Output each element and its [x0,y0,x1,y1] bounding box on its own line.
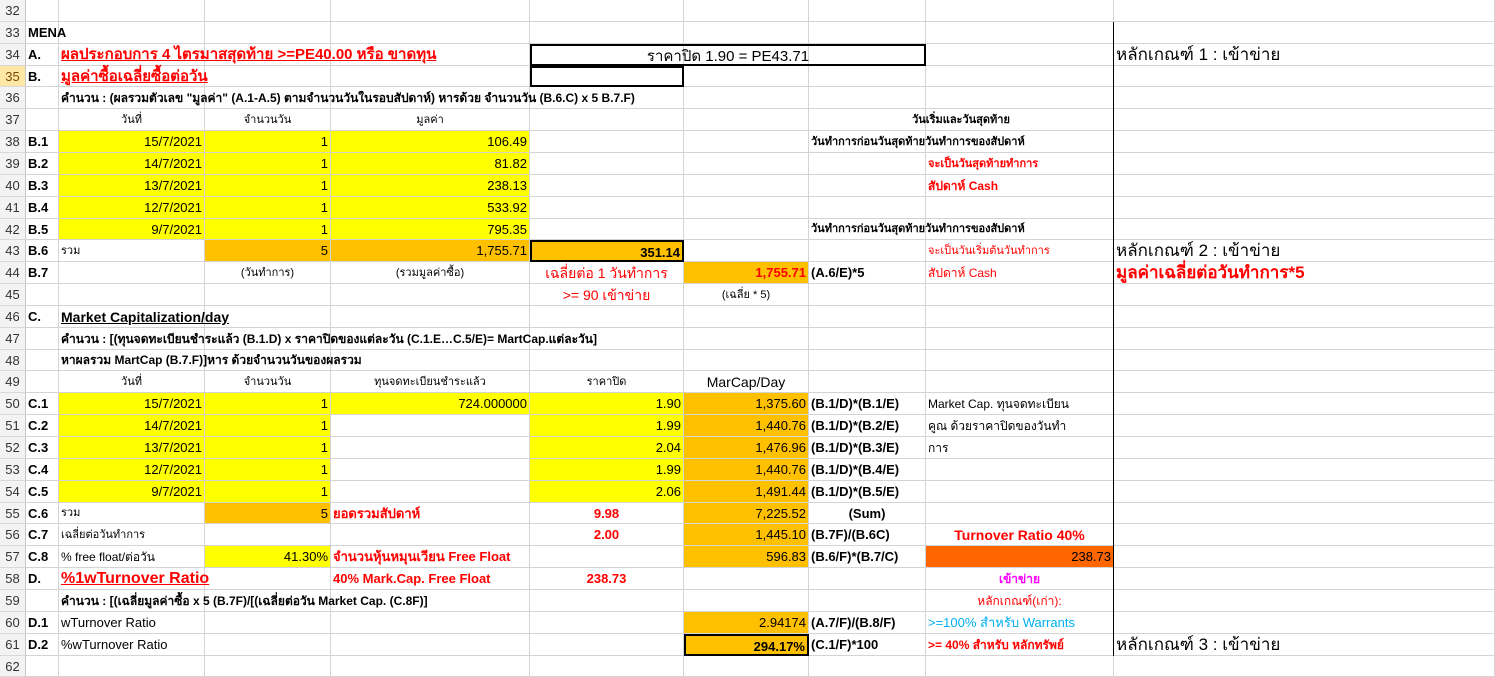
b-date[interactable]: 13/7/2021 [59,175,205,197]
b-note4[interactable]: วันทำการก่อนวันสุดท้ายวันทำการของสัปดาห์ [809,219,1114,240]
grid-cell[interactable] [59,284,205,306]
section-c-label[interactable]: C. [26,306,59,328]
grid-cell[interactable] [530,219,684,240]
grid-cell[interactable] [1114,197,1495,219]
grid-cell[interactable] [331,612,530,634]
row-header-56[interactable]: 56 [0,524,26,546]
grid-cell[interactable] [26,87,59,109]
grid-cell[interactable] [1114,87,1495,109]
c-date[interactable]: 9/7/2021 [59,481,205,503]
row-header-33[interactable]: 33 [0,22,26,44]
c-marcap[interactable]: 1,375.60 [684,393,809,415]
c-date[interactable]: 15/7/2021 [59,393,205,415]
grid-cell[interactable] [331,634,530,656]
grid-cell[interactable] [1114,503,1495,524]
d-old-criteria[interactable]: หลักเกณฑ์(เก่า): [926,590,1114,612]
grid-cell[interactable] [684,219,809,240]
d1-note[interactable]: >=100% สำหรับ Warrants [926,612,1114,634]
c-days[interactable]: 1 [205,459,331,481]
grid-cell[interactable] [926,503,1114,524]
grid-cell[interactable] [809,568,926,590]
d1-value[interactable]: 2.94174 [684,612,809,634]
header-start-end[interactable]: วันเริ่มและวันสุดท้าย [809,109,1114,131]
grid-cell[interactable] [530,175,684,197]
grid-cell[interactable] [530,0,684,22]
criterion-3[interactable]: หลักเกณฑ์ 3 : เข้าข่าย [1114,634,1495,656]
row-header-46[interactable]: 46 [0,306,26,328]
grid-cell[interactable] [926,371,1114,393]
row-header-37[interactable]: 37 [0,109,26,131]
criterion-2[interactable]: หลักเกณฑ์ 2 : เข้าข่าย [1114,240,1495,262]
c-formula[interactable]: (B.1/D)*(B.4/E) [809,459,926,481]
b6-days[interactable]: 5 [205,240,331,262]
b-threshold[interactable]: >= 90 เข้าข่าย [530,284,684,306]
b7-formula[interactable]: (A.6/E)*5 [809,262,926,284]
grid-cell[interactable] [1114,306,1495,328]
section-b-calc[interactable]: คำนวน : (ผลรวมตัวเลข "มูลค่า" (A.1-A.5) ตามจำนวนวันในรอบสัปดาห์) หารด้วย จำนวนวัน (B.6.C) x 5 B.7.F) [59,87,809,109]
header-marcap[interactable]: MarCap/Day [684,371,809,393]
row-header-55[interactable]: 55 [0,503,26,524]
grid-cell[interactable] [809,350,926,371]
row-header-47[interactable]: 47 [0,328,26,350]
grid-cell[interactable] [1114,612,1495,634]
grid-cell[interactable] [26,284,59,306]
b7-avg-label[interactable]: เฉลี่ยต่อ 1 วันทำการ [530,262,684,284]
b-days[interactable]: 1 [205,197,331,219]
b6-value[interactable]: 1,755.71 [331,240,530,262]
grid-cell[interactable] [1114,131,1495,153]
section-c-calc2[interactable]: หาผลรวม MartCap (B.7.F)]หาร ด้วยจำนวนวันของผลรวม [59,350,809,371]
grid-cell[interactable] [1114,590,1495,612]
b-days[interactable]: 1 [205,131,331,153]
grid-cell[interactable] [530,22,684,44]
row-header-41[interactable]: 41 [0,197,26,219]
grid-cell[interactable] [684,175,809,197]
row-header-60[interactable]: 60 [0,612,26,634]
c-close[interactable]: 2.04 [530,437,684,459]
row-header-32[interactable]: 32 [0,0,26,22]
c7-close[interactable]: 2.00 [530,524,684,546]
b7-value[interactable]: 1,755.71 [684,262,809,284]
c-close[interactable]: 1.99 [530,415,684,437]
grid-cell[interactable] [809,0,926,22]
grid-cell[interactable] [26,590,59,612]
row-id[interactable]: C.1 [26,393,59,415]
grid-cell[interactable] [1114,153,1495,175]
row-id[interactable]: B.3 [26,175,59,197]
grid-cell[interactable] [26,109,59,131]
row-id[interactable]: D.1 [26,612,59,634]
c-marcap[interactable]: 1,491.44 [684,481,809,503]
row-id[interactable]: B.6 [26,240,59,262]
c6-label[interactable]: รวม [59,503,205,524]
row-header-52[interactable]: 52 [0,437,26,459]
grid-cell[interactable] [926,306,1114,328]
row-header-59[interactable]: 59 [0,590,26,612]
section-d-title[interactable]: %1wTurnover Ratio [59,568,331,590]
d2-formula[interactable]: (C.1/F)*100 [809,634,926,656]
row-id[interactable]: C.7 [26,524,59,546]
grid-cell[interactable] [809,22,926,44]
grid-cell[interactable] [809,197,926,219]
b-note3[interactable]: สัปดาห์ Cash [926,175,1114,197]
b-value[interactable]: 81.82 [331,153,530,175]
c-close[interactable]: 2.06 [530,481,684,503]
c-note[interactable] [926,481,1114,503]
header-capital[interactable]: ทุนจดทะเบียนชำระแล้ว [331,371,530,393]
b-note6[interactable]: สัปดาห์ Cash [926,262,1114,284]
section-c-title[interactable]: Market Capitalization/day [59,306,530,328]
grid-cell[interactable] [1114,0,1495,22]
c-marcap[interactable]: 1,440.76 [684,415,809,437]
c-days[interactable]: 1 [205,393,331,415]
grid-cell[interactable] [1114,219,1495,240]
row-header-42[interactable]: 42 [0,219,26,240]
grid-cell[interactable] [1114,524,1495,546]
row-header-43[interactable]: 43 [0,240,26,262]
grid-cell[interactable] [530,306,684,328]
b6-avg[interactable]: 351.14 [530,240,684,262]
grid-cell[interactable] [926,66,1114,87]
row-header-40[interactable]: 40 [0,175,26,197]
header-date[interactable]: วันที่ [59,109,205,131]
grid-cell[interactable] [809,371,926,393]
row-id[interactable]: B.2 [26,153,59,175]
grid-cell[interactable] [1114,109,1495,131]
c-formula[interactable]: (B.1/D)*(B.1/E) [809,393,926,415]
section-c-calc1[interactable]: คำนวน : [(ทุนจดทะเบียนชำระแล้ว (B.1.D) x ราคาปิดของแต่ละวัน (C.1.E…C.5/E)= MartCap.แต่ละวัน] [59,328,809,350]
c-date[interactable]: 13/7/2021 [59,437,205,459]
b-days[interactable]: 1 [205,153,331,175]
row-header-45[interactable]: 45 [0,284,26,306]
row-id[interactable]: B.1 [26,131,59,153]
criterion-1[interactable]: หลักเกณฑ์ 1 : เข้าข่าย [1114,44,1495,66]
grid-cell[interactable] [530,546,684,568]
grid-cell[interactable] [205,0,331,22]
grid-cell[interactable] [809,240,926,262]
grid-cell[interactable] [26,0,59,22]
grid-cell[interactable] [26,350,59,371]
grid-cell[interactable] [530,131,684,153]
grid-cell[interactable] [1114,22,1495,44]
grid-cell[interactable] [59,0,205,22]
grid-cell[interactable] [205,22,331,44]
grid-cell[interactable] [205,284,331,306]
row-header-58[interactable]: 58 [0,568,26,590]
grid-cell[interactable] [926,0,1114,22]
header-value[interactable]: มูลค่า [331,109,530,131]
grid-cell[interactable] [684,131,809,153]
grid-cell[interactable] [684,22,809,44]
row-header-39[interactable]: 39 [0,153,26,175]
c-marcap[interactable]: 1,440.76 [684,459,809,481]
row-id[interactable]: C.6 [26,503,59,524]
grid-cell[interactable] [1114,371,1495,393]
row-id[interactable]: B.4 [26,197,59,219]
b-value[interactable]: 795.35 [331,219,530,240]
grid-cell[interactable] [926,328,1114,350]
row-header-48[interactable]: 48 [0,350,26,371]
row-header-54[interactable]: 54 [0,481,26,503]
c-close[interactable]: 1.99 [530,459,684,481]
row-header-49[interactable]: 49 [0,371,26,393]
grid-cell[interactable] [205,634,331,656]
grid-cell[interactable] [809,175,926,197]
c7-formula[interactable]: (B.7F)/(B.6C) [809,524,926,546]
b-value[interactable]: 106.49 [331,131,530,153]
grid-cell[interactable] [26,371,59,393]
c-capital[interactable]: 724.000000 [331,393,530,415]
grid-cell[interactable] [59,22,205,44]
d2-note[interactable]: >= 40% สำหรับ หลักทรัพย์ [926,634,1114,656]
b-days[interactable]: 1 [205,175,331,197]
c-date[interactable]: 14/7/2021 [59,415,205,437]
c6-sum-label[interactable]: ยอดรวมสัปดาห์ [331,503,530,524]
b-days[interactable]: 1 [205,219,331,240]
criterion-2-sub[interactable]: มูลค่าเฉลี่ยต่อวันทำการ*5 [1114,262,1495,284]
grid-cell[interactable] [530,109,684,131]
row-id[interactable]: C.4 [26,459,59,481]
grid-cell[interactable] [1114,66,1495,87]
c8-free-label[interactable]: จำนวนหุ้นหมุนเวียน Free Float [331,546,530,568]
row-header-35[interactable]: 35 [0,66,26,87]
header-close[interactable]: ราคาปิด [530,371,684,393]
grid-cell[interactable] [26,328,59,350]
c8-formula[interactable]: (B.6/F)*(B.7/C) [809,546,926,568]
b-date[interactable]: 12/7/2021 [59,197,205,219]
c6-formula[interactable]: (Sum) [809,503,926,524]
grid-cell[interactable] [684,66,809,87]
grid-cell[interactable] [1114,393,1495,415]
header-days[interactable]: จำนวนวัน [205,109,331,131]
c-marcap[interactable]: 1,476.96 [684,437,809,459]
section-a-label[interactable]: A. [26,44,59,66]
b-note5[interactable]: จะเป็นวันเริ่มต้นวันทำการ [926,240,1114,262]
grid-cell[interactable] [1114,350,1495,371]
row-header-50[interactable]: 50 [0,393,26,415]
header-days[interactable]: จำนวนวัน [205,371,331,393]
header-date[interactable]: วันที่ [59,371,205,393]
b-date[interactable]: 9/7/2021 [59,219,205,240]
d1-label[interactable]: wTurnover Ratio [59,612,205,634]
row-id[interactable]: C.2 [26,415,59,437]
row-id[interactable]: C.5 [26,481,59,503]
row-header-38[interactable]: 38 [0,131,26,153]
close-price-pe[interactable]: ราคาปิด 1.90 = PE43.71 [530,44,926,66]
row-header-44[interactable]: 44 [0,262,26,284]
row-header-51[interactable]: 51 [0,415,26,437]
row-header-61[interactable]: 61 [0,634,26,656]
grid-cell[interactable] [530,612,684,634]
d-free[interactable]: 40% Mark.Cap. Free Float [331,568,530,590]
grid-cell[interactable] [530,153,684,175]
c-note[interactable]: การ [926,437,1114,459]
c-days[interactable]: 1 [205,415,331,437]
c7-marcap[interactable]: 1,445.10 [684,524,809,546]
b7-value-label[interactable]: (รวมมูลค่าซื้อ) [331,262,530,284]
c-capital[interactable] [331,481,530,503]
grid-cell[interactable] [684,240,809,262]
row-header-62[interactable]: 62 [0,656,26,677]
grid-cell[interactable] [331,0,530,22]
grid-cell[interactable] [205,524,331,546]
grid-cell[interactable] [926,350,1114,371]
grid-cell[interactable] [809,590,926,612]
grid-cell[interactable] [926,44,1114,66]
selected-cell[interactable] [530,66,684,87]
section-b-label[interactable]: B. [26,66,59,87]
section-d-label[interactable]: D. [26,568,59,590]
row-id[interactable]: C.3 [26,437,59,459]
grid-cell[interactable] [331,22,530,44]
b-date[interactable]: 15/7/2021 [59,131,205,153]
grid-cell[interactable] [684,153,809,175]
grid-cell[interactable] [1114,175,1495,197]
row-header-36[interactable]: 36 [0,87,26,109]
c-days[interactable]: 1 [205,481,331,503]
b7-days-label[interactable]: (วันทำการ) [205,262,331,284]
grid-cell[interactable] [809,328,926,350]
grid-cell[interactable] [926,87,1114,109]
c8-marcap[interactable]: 596.83 [684,546,809,568]
b-note2[interactable]: จะเป็นวันสุดท้ายทำการ [926,153,1114,175]
b-value[interactable]: 533.92 [331,197,530,219]
b-date[interactable]: 14/7/2021 [59,153,205,175]
grid-cell[interactable] [809,153,926,175]
grid-cell[interactable] [331,284,530,306]
grid-cell[interactable] [684,0,809,22]
grid-cell[interactable] [1114,481,1495,503]
grid-cell[interactable] [809,87,926,109]
row-header-57[interactable]: 57 [0,546,26,568]
c-capital[interactable] [331,459,530,481]
c-capital[interactable] [331,437,530,459]
grid-cell[interactable] [684,306,809,328]
c-formula[interactable]: (B.1/D)*(B.5/E) [809,481,926,503]
c8-result[interactable]: 238.73 [926,546,1114,568]
c6-marcap[interactable]: 7,225.52 [684,503,809,524]
d-in-scope[interactable]: เข้าข่าย [926,568,1114,590]
c-note[interactable]: Market Cap. ทุนจดทะเบียน [926,393,1114,415]
c6-close[interactable]: 9.98 [530,503,684,524]
b-note1[interactable]: วันทำการก่อนวันสุดท้ายวันทำการของสัปดาห์ [809,131,1114,153]
grid-cell[interactable] [530,634,684,656]
grid-cell[interactable] [684,590,809,612]
c-formula[interactable]: (B.1/D)*(B.2/E) [809,415,926,437]
section-a-title[interactable]: ผลประกอบการ 4 ไตรมาสสุดท้าย >=PE40.00 หรือ ขาดทุน [59,44,530,66]
grid-cell[interactable] [1114,415,1495,437]
c-date[interactable]: 12/7/2021 [59,459,205,481]
grid-cell[interactable] [530,197,684,219]
c-close[interactable]: 1.90 [530,393,684,415]
section-d-calc[interactable]: คำนวน : [(เฉลี่ยมูลค่าซื้อ x 5 (B.7F)/[(เฉลี่ยต่อวัน Market Cap. (C.8F)] [59,590,684,612]
c-formula[interactable]: (B.1/D)*(B.3/E) [809,437,926,459]
c6-days[interactable]: 5 [205,503,331,524]
grid-cell[interactable] [926,197,1114,219]
row-header-53[interactable]: 53 [0,459,26,481]
c7-turnover[interactable]: Turnover Ratio 40% [926,524,1114,546]
grid-cell[interactable] [926,284,1114,306]
b6-label[interactable]: รวม [59,240,205,262]
c7-label[interactable]: เฉลี่ยต่อวันทำการ [59,524,205,546]
d1-formula[interactable]: (A.7/F)/(B.8/F) [809,612,926,634]
row-id[interactable]: B.5 [26,219,59,240]
grid-cell[interactable] [684,568,809,590]
company-name[interactable]: MENA [26,22,59,44]
row-id[interactable]: D.2 [26,634,59,656]
c-capital[interactable] [331,415,530,437]
grid-cell[interactable] [1114,459,1495,481]
b-avg5[interactable]: (เฉลี่ย * 5) [684,284,809,306]
grid-cell[interactable] [59,262,205,284]
c-note[interactable] [926,459,1114,481]
d-free-value[interactable]: 238.73 [530,568,684,590]
section-b-title[interactable]: มูลค่าซื้อเฉลี่ยซื้อต่อวัน [59,66,530,87]
grid-cell[interactable] [809,66,926,87]
grid-cell[interactable] [809,284,926,306]
grid-cell[interactable] [684,109,809,131]
c-note[interactable]: คูณ ด้วยราคาปิดของวันทำ [926,415,1114,437]
grid-cell[interactable] [331,524,530,546]
grid-cell[interactable] [1114,284,1495,306]
d2-value[interactable]: 294.17% [684,634,809,656]
row-id[interactable]: B.7 [26,262,59,284]
grid-cell[interactable] [684,197,809,219]
grid-cell[interactable] [205,612,331,634]
row-id[interactable]: C.8 [26,546,59,568]
grid-cell[interactable] [1114,546,1495,568]
d2-label[interactable]: %wTurnover Ratio [59,634,205,656]
grid-cell[interactable] [1114,328,1495,350]
grid-cell[interactable] [1114,568,1495,590]
row-header-34[interactable]: 34 [0,44,26,66]
grid-cell[interactable] [809,306,926,328]
c-days[interactable]: 1 [205,437,331,459]
c8-label[interactable]: % free float/ต่อวัน [59,546,205,568]
grid-cell[interactable] [926,22,1114,44]
c8-pct[interactable]: 41.30% [205,546,331,568]
b-value[interactable]: 238.13 [331,175,530,197]
grid-cell[interactable] [1114,437,1495,459]
